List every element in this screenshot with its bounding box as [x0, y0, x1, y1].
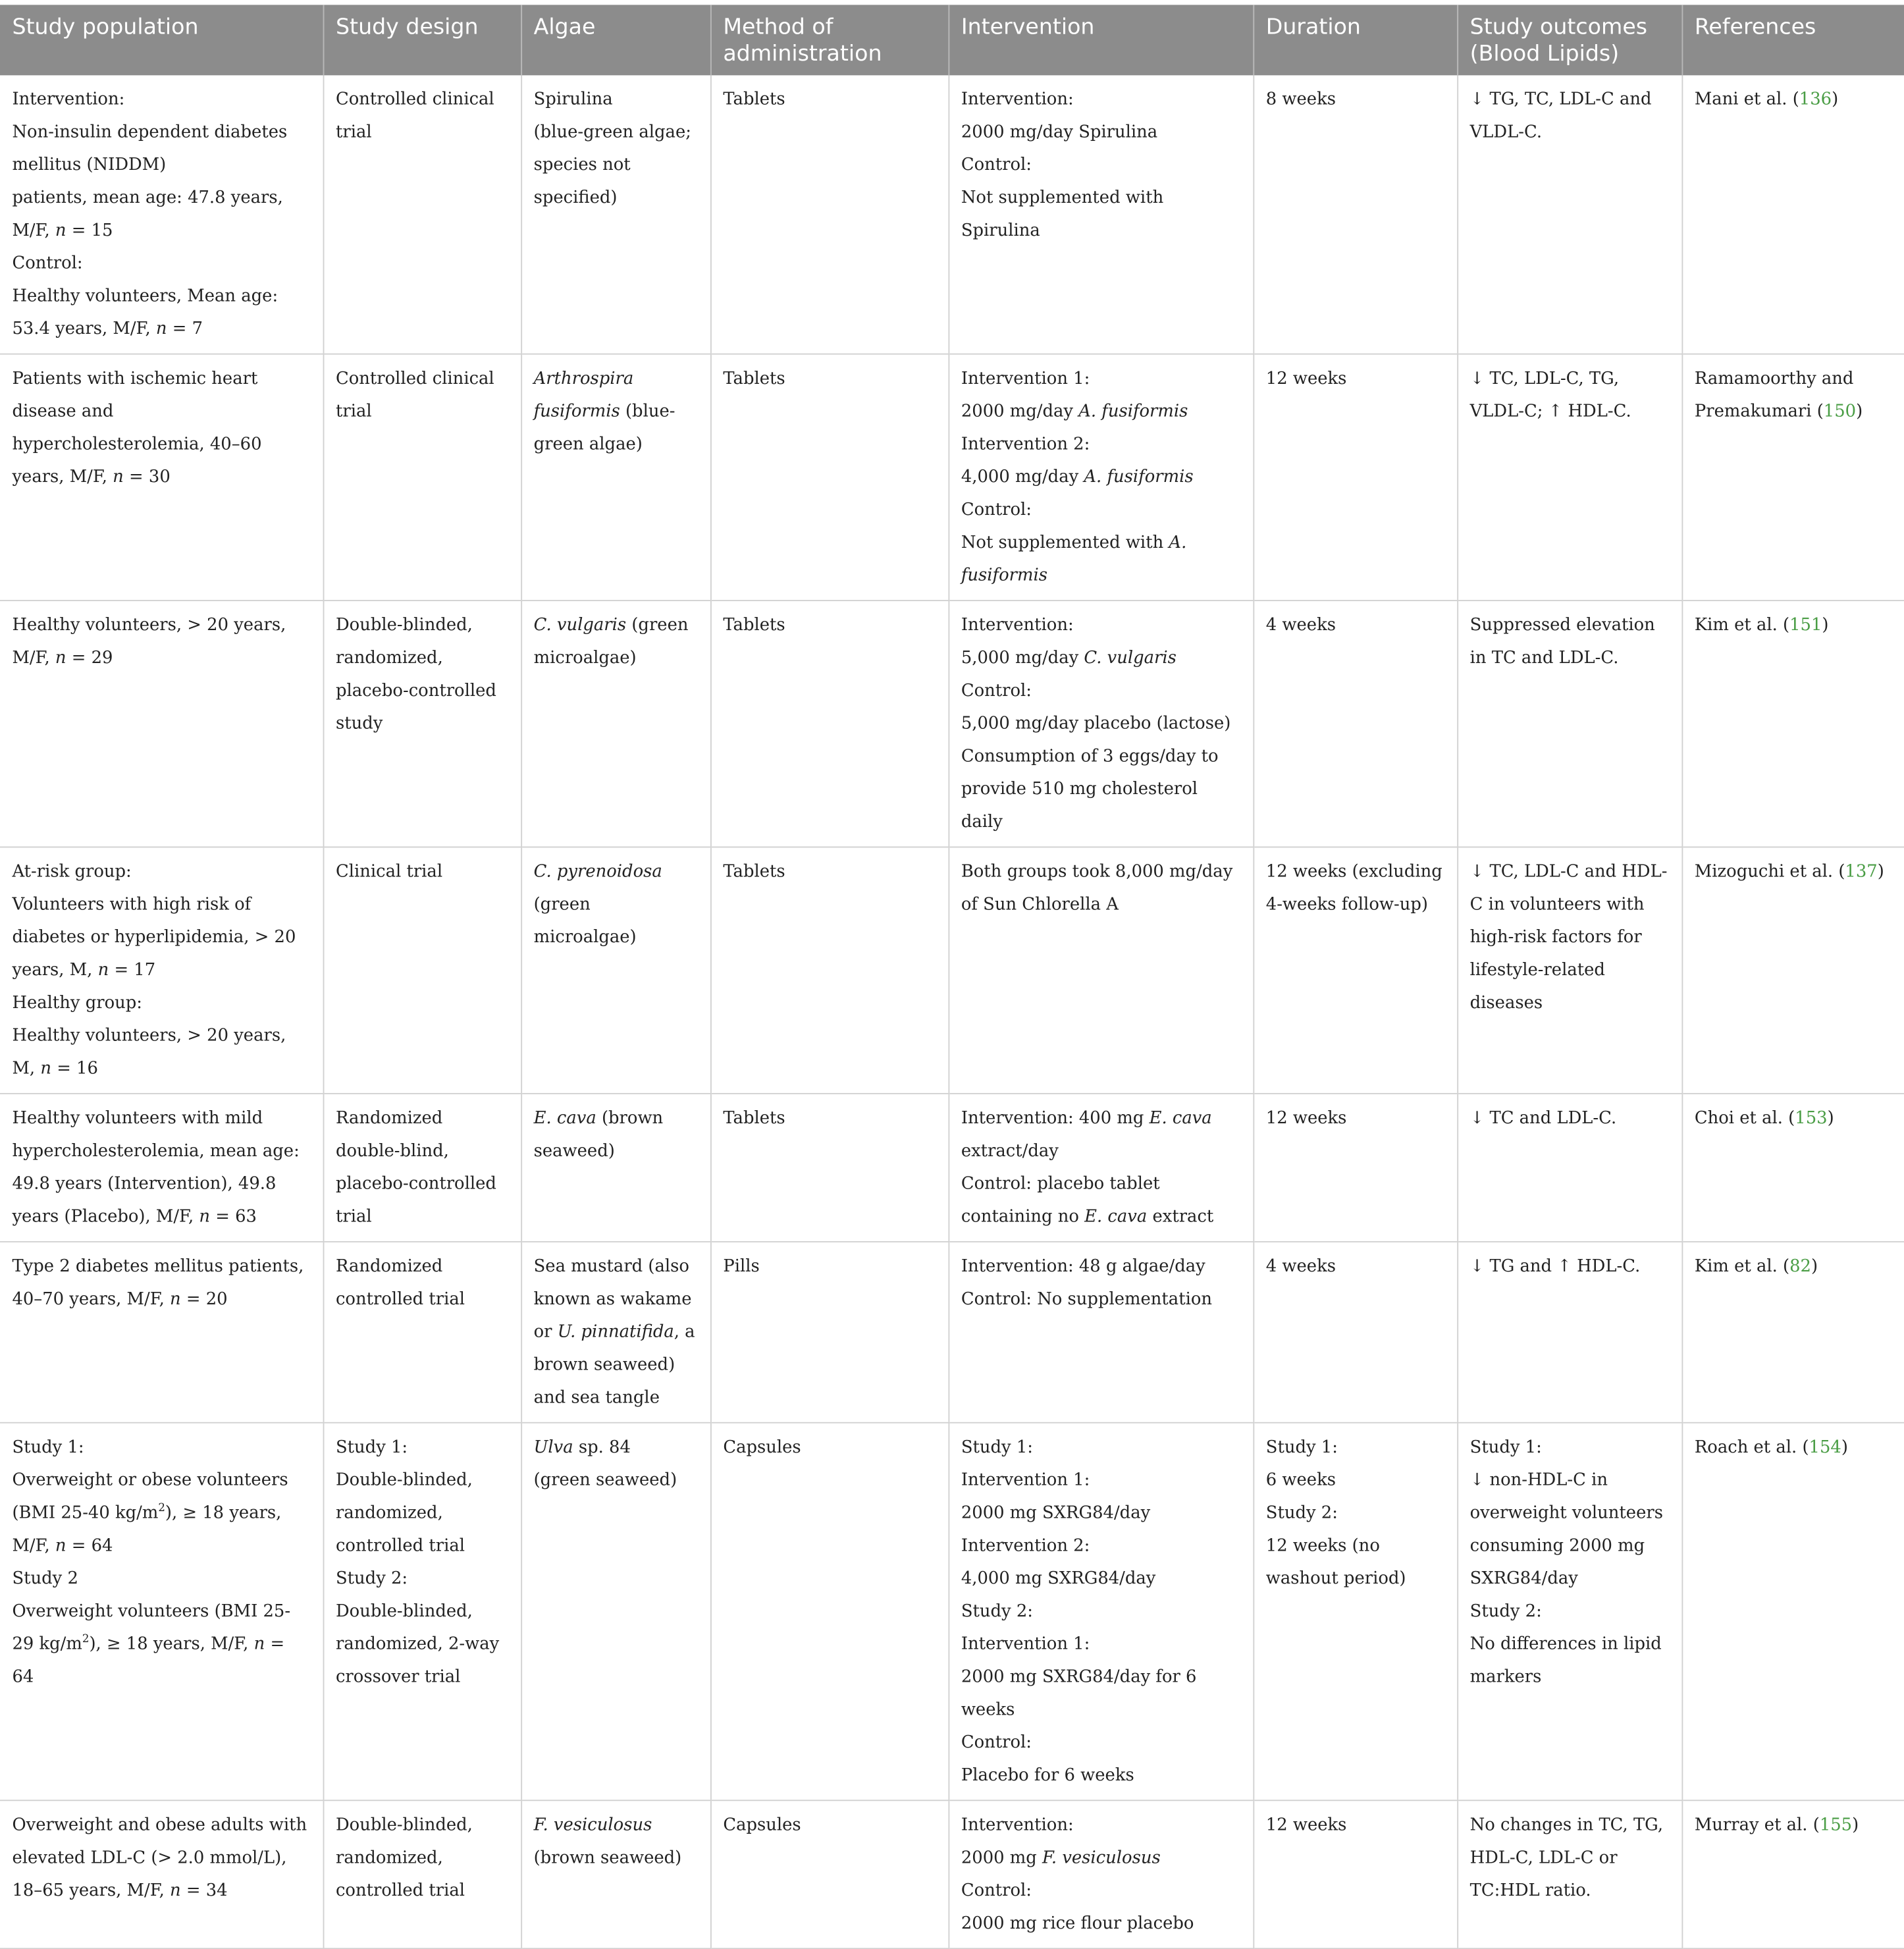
- cell-line: ↓ TC, LDL-C, TG, VLDL-C; ↑ HDL-C.: [1469, 369, 1631, 422]
- cell-line: Randomized double-blind, placebo-controlled trial: [335, 1108, 496, 1227]
- cell-line: Pills: [723, 1256, 760, 1277]
- cell-study-design: [323, 75, 521, 354]
- cell-line: Control:: [961, 1732, 1032, 1753]
- reference-author: Kim et al. (: [1694, 1256, 1790, 1277]
- cell-algae: [521, 1800, 710, 1948]
- cell-reference: [1681, 1242, 1904, 1423]
- reference-link[interactable]: 151: [1789, 616, 1822, 635]
- cell-line: Intervention 1:: [961, 1470, 1090, 1491]
- cell-line: ↓ TC, LDL-C and HDL-C in volunteers with high-risk factors for lifestyle-related diseases: [1469, 862, 1668, 1013]
- cell-line: 2000 mg/day Spirulina: [961, 122, 1158, 142]
- cell-line: ↓ TC and LDL-C.: [1469, 1108, 1617, 1129]
- reference-author: Kim et al. (: [1694, 616, 1790, 635]
- cell-line: Study 2:: [1265, 1503, 1338, 1523]
- cell-line: Double-blinded, randomized, 2-way crossover trial: [335, 1601, 500, 1687]
- table-row: [0, 1800, 1904, 1948]
- table-header-row: [0, 5, 1904, 75]
- cell-line: Tablets: [723, 369, 785, 389]
- cell-line: Control: No supplementation: [961, 1289, 1213, 1310]
- cell-line: Intervention:: [961, 616, 1074, 635]
- cell-line: 4 weeks: [1265, 616, 1336, 635]
- cell-method: [710, 601, 949, 847]
- cell-study-population: [0, 1800, 323, 1948]
- reference-link[interactable]: 155: [1819, 1815, 1853, 1835]
- cell-intervention: [948, 601, 1253, 847]
- cell-line: 2000 mg SXRG84/day: [961, 1503, 1151, 1523]
- cell-line: ↓ TG, TC, LDL-C and VLDL-C.: [1469, 90, 1652, 142]
- cell-line: Tablets: [723, 90, 785, 109]
- reference-close: ): [1832, 90, 1839, 109]
- reference-close: ): [1841, 1437, 1848, 1458]
- cell-study-design: [323, 847, 521, 1093]
- reference-author: Roach et al. (: [1694, 1437, 1809, 1458]
- study-table: [0, 5, 1904, 1949]
- cell-line: Intervention:: [961, 1815, 1074, 1835]
- cell-line: Study 2:: [335, 1568, 408, 1589]
- cell-algae: [521, 847, 710, 1093]
- cell-line: Study 2:: [1469, 1601, 1542, 1622]
- cell-line: Study 1:: [335, 1437, 408, 1458]
- cell-study-population: [0, 75, 323, 354]
- cell-line: At-risk group:: [12, 862, 132, 882]
- cell-line: Ulva sp. 84: [533, 1437, 631, 1458]
- cell-line: Suppressed elevation in TC and LDL-C.: [1469, 616, 1655, 668]
- table-row: [0, 847, 1904, 1093]
- cell-line: Consumption of 3 eggs/day to provide 510 mg cholesterol daily: [961, 747, 1219, 832]
- cell-line: Double-blinded, randomized, placebo-controlled study: [335, 616, 496, 734]
- reference-author: Mani et al. (: [1694, 90, 1799, 109]
- cell-duration: [1253, 1423, 1457, 1801]
- cell-line: (blue-green algae; species not specified): [533, 122, 691, 208]
- cell-line: Intervention 2:: [961, 435, 1090, 454]
- reference-link[interactable]: 137: [1845, 862, 1878, 882]
- reference-close: ): [1822, 616, 1829, 635]
- cell-line: Study 2:: [961, 1601, 1033, 1622]
- cell-algae: [521, 1242, 710, 1423]
- cell-line: 2000 mg rice flour placebo: [961, 1913, 1194, 1934]
- cell-line: No changes in TC, TG, HDL-C, LDL-C or TC:HDL ratio.: [1469, 1815, 1664, 1901]
- cell-intervention: [948, 1800, 1253, 1948]
- cell-line: Spirulina: [533, 90, 613, 109]
- cell-line: 12 weeks (no washout period): [1265, 1536, 1406, 1589]
- cell-line: No differences in lipid markers: [1469, 1634, 1662, 1687]
- cell-study-population: [0, 847, 323, 1093]
- cell-line: C. vulgaris (green microalgae): [533, 616, 689, 668]
- cell-algae: [521, 75, 710, 354]
- cell-line: Patients with ischemic heart disease and hypercholesterolemia, 40–60 years, M/F, n = 30: [12, 369, 262, 487]
- cell-line: 2000 mg SXRG84/day for 6 weeks: [961, 1667, 1197, 1720]
- cell-reference: [1681, 1800, 1904, 1948]
- cell-line: Healthy volunteers, > 20 years, M/F, n = 29: [12, 616, 286, 668]
- cell-line: Intervention: 48 g algae/day: [961, 1256, 1205, 1277]
- reference-link[interactable]: 154: [1809, 1437, 1841, 1458]
- cell-algae: [521, 1094, 710, 1242]
- cell-reference: [1681, 601, 1904, 847]
- header-duration: Duration: [1253, 5, 1457, 75]
- header-study-population: Study population: [0, 5, 323, 75]
- reference-close: ): [1827, 1108, 1834, 1129]
- cell-line: Volunteers with high risk of diabetes or hyperlipidemia, > 20 years, M, n = 17: [12, 895, 296, 980]
- cell-line: Not supplemented with A. fusiformis: [961, 533, 1187, 585]
- cell-line: 8 weeks: [1265, 90, 1336, 109]
- table-row: [0, 354, 1904, 601]
- cell-study-design: [323, 1423, 521, 1801]
- cell-line: Tablets: [723, 1108, 785, 1129]
- cell-intervention: [948, 1242, 1253, 1423]
- cell-reference: [1681, 1423, 1904, 1801]
- cell-line: Intervention: 400 mg E. cava extract/day: [961, 1108, 1212, 1161]
- table-row: [0, 601, 1904, 847]
- cell-line: Healthy group:: [12, 993, 142, 1013]
- cell-line: F. vesiculosus: [533, 1815, 652, 1835]
- cell-line: (green microalgae): [533, 895, 637, 948]
- cell-line: Control:: [961, 500, 1032, 520]
- cell-line: Intervention:: [961, 90, 1074, 109]
- reference-author: Choi et al. (: [1694, 1108, 1795, 1129]
- table-row: [0, 75, 1904, 354]
- cell-algae: [521, 1423, 710, 1801]
- cell-duration: [1253, 601, 1457, 847]
- cell-line: Healthy volunteers with mild hypercholesterolemia, mean age: 49.8 years (Intervention), 49.8 years (Placebo), M/F, n = 63: [12, 1108, 300, 1227]
- cell-line: Both groups took 8,000 mg/day of Sun Chlorella A: [961, 862, 1233, 915]
- cell-line: Type 2 diabetes mellitus patients, 40–70 years, M/F, n = 20: [12, 1256, 304, 1310]
- header-study-design: Study design: [323, 5, 521, 75]
- cell-line: Control:: [961, 155, 1032, 175]
- cell-line: 12 weeks: [1265, 1108, 1347, 1129]
- cell-line: Overweight and obese adults with elevated LDL-C (> 2.0 mmol/L), 18–65 years, M/F, n = 34: [12, 1815, 307, 1901]
- reference-close: ): [1811, 1256, 1818, 1277]
- cell-line: Study 1:: [961, 1437, 1033, 1458]
- cell-study-population: [0, 354, 323, 601]
- cell-outcomes: [1457, 1242, 1681, 1423]
- table-row: [0, 1423, 1904, 1801]
- reference-link[interactable]: 82: [1789, 1256, 1811, 1277]
- cell-duration: [1253, 1094, 1457, 1242]
- cell-line: 4 weeks: [1265, 1256, 1336, 1277]
- cell-study-population: [0, 1423, 323, 1801]
- cell-line: Overweight volunteers (BMI 25-29 $kg/m^2$), ≥ 18 years, M/F, n = 64: [12, 1601, 291, 1687]
- reference-close: ): [1852, 1815, 1859, 1835]
- header-references: References: [1681, 5, 1904, 75]
- cell-line: Clinical trial: [335, 862, 443, 882]
- cell-line: Study 1:: [12, 1437, 84, 1458]
- cell-line: Double-blinded, randomized, controlled trial: [335, 1815, 473, 1901]
- reference-author: Mizoguchi et al. (: [1694, 862, 1845, 882]
- cell-line: Tablets: [723, 616, 785, 635]
- cell-line: 2000 mg F. vesiculosus: [961, 1848, 1161, 1868]
- cell-line: Non-insulin dependent diabetes mellitus (NIDDM): [12, 122, 288, 175]
- cell-line: Control:: [961, 681, 1032, 701]
- cell-study-design: [323, 601, 521, 847]
- cell-duration: [1253, 1800, 1457, 1948]
- cell-reference: [1681, 847, 1904, 1093]
- cell-line: Randomized controlled trial: [335, 1256, 465, 1310]
- cell-outcomes: [1457, 1094, 1681, 1242]
- cell-reference: [1681, 1094, 1904, 1242]
- cell-method: [710, 1423, 949, 1801]
- cell-method: [710, 1800, 949, 1948]
- cell-line: patients, mean age: 47.8 years, M/F, n = 15: [12, 188, 283, 241]
- reference-link[interactable]: 150: [1823, 402, 1857, 422]
- cell-duration: [1253, 847, 1457, 1093]
- cell-line: Arthrospira fusiformis (blue-green algae): [533, 369, 675, 454]
- cell-outcomes: [1457, 354, 1681, 601]
- cell-method: [710, 1094, 949, 1242]
- reference-link[interactable]: 153: [1795, 1108, 1828, 1129]
- reference-link[interactable]: 136: [1799, 90, 1832, 109]
- cell-line: Intervention:: [12, 90, 125, 109]
- cell-line: Placebo for 6 weeks: [961, 1765, 1134, 1786]
- cell-line: Intervention 1:: [961, 1634, 1090, 1655]
- header-outcomes: Study outcomes (Blood Lipids): [1457, 5, 1681, 75]
- cell-method: [710, 75, 949, 354]
- cell-line: 12 weeks: [1265, 369, 1347, 389]
- cell-line: C. pyrenoidosa: [533, 862, 662, 882]
- cell-line: Intervention 1:: [961, 369, 1090, 389]
- cell-intervention: [948, 354, 1253, 601]
- cell-line: Study 1:: [1265, 1437, 1338, 1458]
- cell-method: [710, 354, 949, 601]
- cell-intervention: [948, 1094, 1253, 1242]
- cell-line: Sea mustard (also known as wakame or U. pinnatifida, a brown seaweed) and sea tangle: [533, 1256, 695, 1408]
- table-row: [0, 1242, 1904, 1423]
- cell-line: 2000 mg/day A. fusiformis: [961, 402, 1188, 422]
- cell-intervention: [948, 847, 1253, 1093]
- cell-line: Controlled clinical trial: [335, 90, 494, 142]
- cell-line: Healthy volunteers, Mean age: 53.4 years, M/F, n = 7: [12, 286, 278, 339]
- cell-method: [710, 847, 949, 1093]
- table-row: [0, 1094, 1904, 1242]
- cell-line: Tablets: [723, 862, 785, 882]
- cell-study-design: [323, 1800, 521, 1948]
- cell-method: [710, 1242, 949, 1423]
- cell-outcomes: [1457, 75, 1681, 354]
- cell-intervention: [948, 75, 1253, 354]
- cell-line: (green seaweed): [533, 1470, 677, 1491]
- cell-outcomes: [1457, 1800, 1681, 1948]
- cell-line: Capsules: [723, 1437, 801, 1458]
- cell-line: 6 weeks: [1265, 1470, 1336, 1491]
- cell-line: 4,000 mg/day A. fusiformis: [961, 467, 1194, 487]
- cell-line: Overweight or obese volunteers (BMI 25-40 $kg/m^2$), ≥ 18 years, M/F, n = 64: [12, 1470, 288, 1556]
- cell-study-population: [0, 1242, 323, 1423]
- cell-outcomes: [1457, 1423, 1681, 1801]
- header-intervention: Intervention: [948, 5, 1253, 75]
- cell-line: Intervention 2:: [961, 1536, 1090, 1556]
- cell-line: Study 1:: [1469, 1437, 1542, 1458]
- cell-line: Capsules: [723, 1815, 801, 1835]
- cell-line: Double-blinded, randomized, controlled trial: [335, 1470, 473, 1556]
- cell-line: Control:: [961, 1881, 1032, 1901]
- cell-line: 12 weeks (excluding 4-weeks follow-up): [1265, 862, 1442, 915]
- cell-line: Healthy volunteers, > 20 years, M, n = 16: [12, 1026, 286, 1079]
- cell-line: (brown seaweed): [533, 1848, 682, 1868]
- cell-outcomes: [1457, 847, 1681, 1093]
- header-method: Method of administration: [710, 5, 949, 75]
- cell-reference: [1681, 75, 1904, 354]
- cell-study-design: [323, 354, 521, 601]
- reference-author: Ramamoorthy and Premakumari (: [1694, 369, 1854, 422]
- cell-outcomes: [1457, 601, 1681, 847]
- cell-line: ↓ non-HDL-C in overweight volunteers consuming 2000 mg SXRG84/day: [1469, 1470, 1663, 1589]
- cell-line: 5,000 mg/day C. vulgaris: [961, 648, 1177, 668]
- cell-line: ↓ TG and ↑ HDL-C.: [1469, 1256, 1641, 1277]
- cell-line: E. cava (brown seaweed): [533, 1108, 664, 1161]
- cell-line: Study 2: [12, 1568, 78, 1589]
- cell-duration: [1253, 1242, 1457, 1423]
- cell-study-design: [323, 1094, 521, 1242]
- cell-reference: [1681, 354, 1904, 601]
- cell-line: Not supplemented with Spirulina: [961, 188, 1164, 241]
- cell-study-population: [0, 601, 323, 847]
- cell-study-design: [323, 1242, 521, 1423]
- cell-line: Control: placebo tablet containing no E. cava extract: [961, 1174, 1214, 1227]
- cell-line: 12 weeks: [1265, 1815, 1347, 1835]
- cell-algae: [521, 354, 710, 601]
- header-algae: Algae: [521, 5, 710, 75]
- cell-line: Control:: [12, 254, 83, 273]
- cell-algae: [521, 601, 710, 847]
- reference-close: ): [1856, 402, 1863, 422]
- cell-line: Controlled clinical trial: [335, 369, 494, 422]
- reference-close: ): [1877, 862, 1884, 882]
- reference-author: Murray et al. (: [1694, 1815, 1820, 1835]
- cell-duration: [1253, 354, 1457, 601]
- cell-duration: [1253, 75, 1457, 354]
- cell-intervention: [948, 1423, 1253, 1801]
- cell-study-population: [0, 1094, 323, 1242]
- cell-line: 4,000 mg SXRG84/day: [961, 1568, 1156, 1589]
- cell-line: 5,000 mg/day placebo (lactose): [961, 714, 1231, 734]
